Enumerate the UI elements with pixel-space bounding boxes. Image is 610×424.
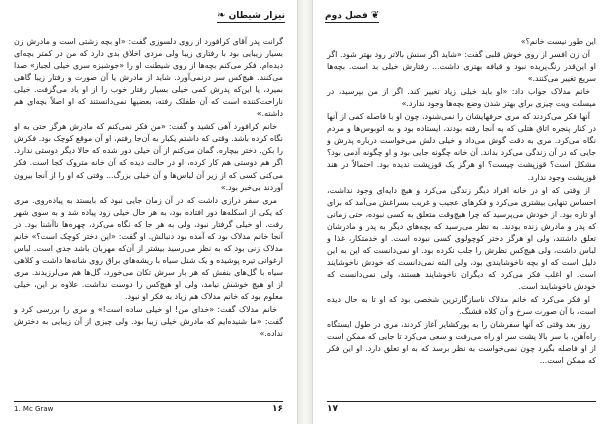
footnote-publisher: 1. Mc Graw xyxy=(14,405,54,413)
paragraph: این طور نیست خانم؟» xyxy=(520,37,596,46)
paragraph: خانم کرافورد آهی کشید و گفت: «من فکر نمی‌کنم که مادرش هرگز حتی به او نگاه کرده باشد. وقتی که داشتم یکبار به آن‌جا رفتم، او آن موقع کوچک بود. فکرش را بکن. دختر بیچاره. گمان می‌کنم از آن خیلی دور شده که حالا دیگر دوستی ندارد. اگر هم دوستی هم کار کرده، او در حالت دیده که آن خانه متروک کجا است. فکر می‌کنی کسی که از زیر آن لباس‌ها و آن خیلی بزرگ... وقتی که او را از آنجا بیرون آوردند بی‌خبر بود.» xyxy=(14,122,283,192)
page-number: ۱۶ xyxy=(272,404,283,414)
ornament-icon: ❦ xyxy=(370,10,380,21)
paragraph: روز بعد وقتی که آنها سفرشان را به یورکشایر آغاز کردند، مری در طول ایستگاه راه‌آهن، با سر بالا پشت سر او راه می‌رفت و سعی می‌کرد تا جایی که ممکن است از او فاصله بگیرد چون نمی‌خواست به نظر برسد که به او تعلق دارد. او این فکر که ممکن است... xyxy=(327,320,596,366)
footer-left xyxy=(14,401,283,414)
paragraph: گرانت پدر آقای کرافورد از روی دلسوزی گفت: «او بچه زشتی است و مادرش زن بسیار زیبایی بود با رفتاری زیبا ولی مردی اخلاق بدی دارد که من در کمتر بچه‌ای دیده‌ام. فکر می‌کنم بچه‌ها از روی شیطنت او را «جوشیزه سری خیلی لجباز» صدا می‌کنند. هیچ‌کس سر درنمی‌آورد. شاید از مادرش یا آن صورت و رفتار زیبا گاهی بمیرد، یا این‌که پدرش کمی خیلی بسیار رفتار خوب را از او یاد می‌گرفت. خیلی ناراحت‌کننده است که آن طفلک رفته، بعضیها نمی‌دانستند که او اصلاً بچه‌ای هم داشته.» xyxy=(14,37,283,119)
running-head-left xyxy=(217,10,285,23)
paragraph: آنها فکر می‌کردند که مری حرفهایشان را نمی‌شنود، چون او با فاصله کمی از آنها در کنار پنجره اتاق هتلی که به آنجا رفته بودند، ایستاده بود و به اتوبوس‌ها و مردم نگاه می‌کرد. مری به دقت گوش می‌داد و خیلی دلش می‌خواست درباره پدرش و جایی که در آن زندگی می‌کرد بداند. آن خانه چگونه جایی بود و او چگونه آدمی بود؟ مشکل است؟ قوزپشت چیست؟ او هرگز یک قوزپشت ندیده بود. احتمالاً در هند قوزپشت وجود ندارد. xyxy=(327,112,596,182)
body-text-right xyxy=(327,36,596,367)
paragraph: خانم مدلاک جواب داد: «او باید خیلی زیاد تغییر کند. اگر از من بپرسید، در میسلت ویت چیزی برای بهتر شدن وضع بچه‌ها وجود ندارد.» xyxy=(327,87,596,109)
book-gutter xyxy=(298,0,312,424)
right-page xyxy=(312,0,610,424)
page-number: ۱۷ xyxy=(327,404,338,414)
body-text-left xyxy=(14,36,283,340)
ornament-icon: ❧ xyxy=(217,10,226,21)
paragraph: مری سفر درازی داشت که در آن زمان جایی نبود که بایستد به پیاده‌روی. مری که یکی از اسکله‌ها دور افتاده بود، به هر حال خیلی زود پیاده شد و به سوی شهر رفت. او خیلی گرفتار نبود، ولی به هر جا که نگاه می‌کرد، چهره‌ها ناآشنا بود. در آنجا خانم مدلاک بود که آمده بود دنبالش. او گفت: «این دختر کوچک است؟» خانم مدلاک زنی بود که به نظر می‌رسید بیشتر از آن‌که مهربان باشد جدی است. لباس ارغوانی تیره پوشیده و یک شنل سیاه با ریشه‌های براق روی شانه‌ها داشت و کلاهی سیاه با گل‌های بنفش که هر بار سرش تکان می‌خورد، گل‌ها هم می‌لرزیدند. مری از او هیچ خوشش نیامد، ولی او هیچ‌کس را دوست نداشت. علاوه بر این، خیلی معلوم بود که خانم مدلاک هم زیاد به فکر او نبود. xyxy=(14,195,283,301)
paragraph: او فکر می‌کرد که خانم مدلاک ناسازگارترین شخصی بود که او تا به حال دیده است، با آن صورت سرخ و آن کلاه قشنگ. xyxy=(327,294,596,317)
left-page xyxy=(0,0,298,424)
footer-right xyxy=(327,401,596,414)
paragraph: خانم مدلاک گفت: «خدای من! او خیلی ساده است!» و مری را بررسی کرد و گفت: «ما شنیده‌ایم که مادرش خیلی زیبا بود. ولی چیزی از آن زیبایی به دخترش نداده.» xyxy=(14,305,283,339)
paragraph: آن زن افسر از روی خوش قلبی گفت: «شاید اگر سنش بالاتر رود بهتر شود. اگر او این‌قدر رنگ‌پریده نبود و قیافه بهتری داشت... رفتارش خیلی بد است. بچه‌ها سریع تغییر می‌کنند.» xyxy=(327,50,596,84)
running-head-title: فصل دوم xyxy=(325,11,368,21)
running-head-right xyxy=(325,10,379,23)
running-head-title: نیزار شیطان xyxy=(228,11,285,21)
paragraph: از وقتی که او در خانه افراد دیگر زندگی می‌کرد و هیچ دایه‌ای وجود نداشت، احساس تنهایی بیشتری می‌کرد و فکرهای عجیب و غریب بسراغش می‌آمد که برای او تازه بود. از خودش می‌پرسید که چرا هیچ‌وقت متعلق به کسی نبوده، حتی زمانی که پدر و مادرش زنده بودند. به نظر می‌رسید که بچه‌های دیگر به پدر و مادرشان تعلق داشتند، ولی او هرگز دختر کوچولوی کسی نبوده است. او خدمتکار، غذا و لباس داشت، ولی هیچ‌کس نظرش را جلب نکرده بود. او نمی‌دانست که این به این دلیل است که او بچه ناخوشایندی بود، ولی البته نمی‌دانست که خودش ناخوشایند است. او اغلب فکر می‌کرد که دیگران ناخوشایند هستند، ولی نمی‌دانست که خودش ناخوشایند است. xyxy=(327,185,596,291)
